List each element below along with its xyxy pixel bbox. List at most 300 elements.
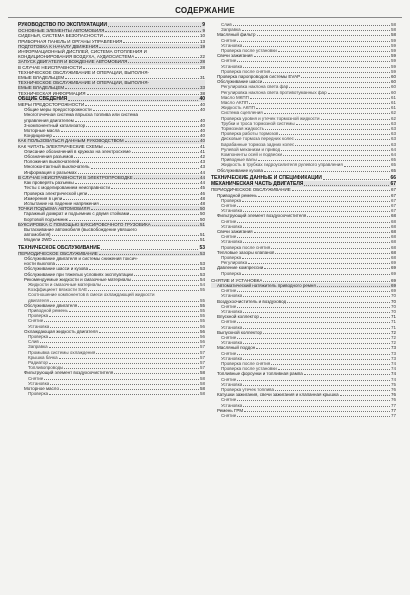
dot-leader [56, 264, 199, 265]
dot-leader [275, 390, 390, 391]
toc-entry-title: Жидкости и смазочные материалы [28, 281, 102, 287]
dot-leader [237, 222, 390, 223]
toc-page-number: 50 [199, 216, 205, 222]
toc-page-number: 73 [390, 350, 396, 356]
toc-entry-title: Автоматический натяжитель приводного ремня [217, 282, 316, 288]
toc-entry-title: МЕРЫ ПРЕДОСТОРОЖНОСТИ [18, 102, 85, 108]
dot-leader [237, 354, 390, 355]
toc-entry-title: Ремень ГРМ [217, 407, 244, 413]
toc-page-number: 57 [199, 365, 205, 371]
dot-leader [87, 94, 199, 95]
toc-entry-title: Проверка [28, 313, 49, 319]
toc-page-number: 71 [390, 324, 396, 330]
dot-leader [295, 139, 390, 140]
toc-entry-title: Гаражный домкрат и подъемник с двумя стойками [24, 211, 130, 217]
dot-leader [243, 67, 390, 68]
dot-leader [254, 56, 390, 57]
toc-entry-title: Многоконтактный выключатель [24, 164, 90, 170]
dot-leader [101, 249, 198, 250]
toc-page-number: 59 [390, 48, 396, 54]
toc-entry-title: Охлаждающая жидкость двигателя [24, 328, 98, 334]
toc-entry-title: Барабанные тормоза задних колес [221, 141, 295, 147]
toc-page-number: 40 [199, 102, 205, 108]
toc-page-number: 40 [199, 133, 205, 139]
toc-entry-title: ЕМЫЕ ВЛАДЕЛЬЦЕМ [18, 75, 65, 81]
toc-page-number: 51 [199, 237, 205, 243]
toc-entry-title: Моторное масло [24, 386, 59, 392]
dot-leader [263, 281, 390, 282]
dot-leader [83, 68, 199, 69]
dot-leader [317, 286, 390, 287]
toc-entry-title: Как проверять разъемы [24, 180, 74, 186]
toc-page-number: 55 [199, 307, 205, 313]
toc-page-number: 58 [390, 32, 396, 38]
toc-page-number: 40 [199, 122, 205, 128]
toc-entry-title: Приводной ремень [217, 192, 257, 198]
toc-entry-title: Снятие [221, 376, 237, 382]
toc-entry [211, 271, 396, 276]
dot-leader [237, 322, 390, 323]
toc-entry-title: Жидкость АКПП [221, 105, 255, 111]
toc-page-number: 76 [390, 387, 396, 393]
toc-page-number: 55 [199, 318, 205, 324]
dot-leader [301, 77, 390, 78]
toc-entry-title: Измерения в цепи [24, 195, 63, 201]
toc-entry-title: Радиатор [28, 360, 48, 365]
toc-entry-title: ТОЧКИ ПОДЪЕМА АВТОМОБИЛЯ [18, 206, 90, 212]
toc-entry-title: ОБЩИЕ СВЕДЕНИЯ [18, 95, 68, 102]
dot-leader [283, 155, 390, 156]
dot-leader [50, 384, 199, 385]
toc-page-number: 67 [390, 202, 396, 208]
dot-leader [275, 253, 390, 254]
dot-leader [69, 311, 199, 312]
dot-leader [93, 110, 199, 111]
toc-page-number: 40 [199, 128, 205, 134]
dot-leader [49, 394, 199, 395]
toc-entry-title: Обозначения разъемов [24, 154, 74, 160]
dot-leader [264, 113, 390, 114]
dot-leader [61, 131, 199, 132]
toc-page-number: 58 [390, 22, 396, 27]
toc-entry-title: КАК ПОЛЬЗОВАТЬСЯ ДАННЫМ РУКОВОДСТВОМ [18, 138, 124, 144]
dot-leader [64, 368, 199, 369]
dot-leader [237, 338, 390, 339]
toc-entry-title: Установка [221, 402, 243, 408]
toc-page-number: 10 [199, 33, 205, 39]
dot-leader [104, 147, 199, 148]
dot-leader [260, 317, 390, 318]
dot-leader [321, 119, 390, 120]
toc-entry-title: Рулевой механизм и привод [221, 146, 281, 152]
dot-leader [53, 240, 199, 241]
toc-entry-title: Снятие [221, 303, 237, 309]
toc-entry-title: КОНДИЦИОНИРОВАНИЯ ВОЗДУХА, АУДИОСИСТЕМА [18, 54, 135, 60]
toc-entry-title: 3-компонентный катализатор [24, 122, 86, 128]
toc-entry-title: Проверка работы тормозов [221, 131, 279, 137]
toc-page-number: 73 [390, 345, 396, 351]
toc-page-number: 63 [390, 131, 396, 137]
dot-leader [243, 312, 390, 313]
dot-leader [89, 269, 199, 270]
dot-leader [243, 296, 390, 297]
toc-entry-title: Обслуживание кузова [217, 167, 263, 173]
dot-leader [132, 152, 199, 153]
toc-page-number: 66 [390, 174, 396, 181]
toc-entry-title: Впускной коллектор [217, 314, 259, 320]
toc-page-number: 59 [390, 42, 396, 48]
toc-page-number: 62 [390, 115, 396, 121]
dot-leader [53, 136, 199, 137]
toc-entry-title: Проверка [221, 254, 242, 260]
toc-page-number: 42 [199, 154, 205, 160]
toc-page-number: 68 [390, 213, 396, 219]
toc-page-number: 67 [390, 208, 396, 214]
toc-page-number: 59 [390, 37, 396, 43]
toc-entry-title: Проверка [221, 270, 242, 276]
toc-entry-title: Тепловые зазоры клапанов [217, 249, 275, 255]
toc-entry-title: ТЕХНИЧЕСКОЕ ОБСЛУЖИВАНИЕ [18, 244, 101, 251]
toc-entry-title: Воздухоочиститель и воздуховод [217, 298, 287, 304]
dot-leader [108, 26, 201, 27]
toc-page-number: 67 [390, 181, 396, 188]
toc-page-number: 33 [199, 85, 205, 91]
toc-entry-title: Установка [221, 293, 243, 299]
toc-page-number: 58 [199, 386, 205, 392]
dot-leader [86, 126, 199, 127]
dot-leader [248, 263, 390, 264]
dot-leader [69, 220, 199, 221]
toc-entry-title: Снятие [28, 375, 44, 381]
dot-leader [249, 103, 390, 104]
toc-entry-title: ности выхлопа [24, 261, 56, 267]
toc-entry-title: Система сцепления [221, 110, 263, 116]
toc-page-number: 53 [199, 271, 205, 277]
toc-entry-title: СИДЕНЬЯ, СИСТЕМА БЕЗОПАСНОСТИ [18, 33, 103, 39]
toc-entry-title: Выпускной коллектор [217, 329, 263, 335]
dot-leader [85, 105, 199, 106]
toc-page-number: 44 [199, 180, 205, 186]
toc-page-number: 40 [199, 117, 205, 123]
toc-entry-title: Проверка после снятия [221, 361, 271, 366]
dot-leader [237, 400, 390, 401]
toc-entry-title: Регулировка наклона света фар [221, 84, 289, 90]
toc-entry-title: ПЕРИОДИЧЕСКОЕ ОБСЛУЖИВАНИЕ [211, 187, 291, 193]
toc-entry-title: Масляный фильтр [217, 32, 256, 38]
dot-leader [257, 35, 390, 36]
dot-leader [242, 30, 390, 31]
toc-entry-title: Масляный поддон [217, 345, 256, 351]
dot-leader [114, 373, 199, 374]
dot-leader [128, 62, 199, 63]
toc-page-number: 60 [390, 79, 396, 85]
toc-entry-title: Заправка [28, 344, 48, 350]
dot-leader [271, 364, 390, 365]
toc-page-number: 58 [199, 380, 205, 386]
toc-entry-title: В СЛУЧАЕ НЕИСПРАВНОСТИ В ЭЛЕКТРОПРОВОДКЕ [18, 174, 133, 180]
toc-entry-title: Снятие [221, 334, 237, 340]
toc-entry-title: Трубки и троса тормозной системы [221, 120, 295, 126]
toc-page-number: 58 [390, 27, 396, 33]
toc-entry-title: Проверка после установки [221, 48, 277, 54]
toc-page-number: 53 [199, 266, 205, 272]
toc-entry-title: Установка [221, 223, 243, 229]
dot-leader [289, 87, 390, 88]
toc-page-number: 76 [390, 397, 396, 403]
toc-page-number: 75 [390, 381, 396, 387]
toc-entry-title: Снятие [221, 202, 237, 208]
dot-leader [258, 196, 390, 197]
toc-page-number: 44 [199, 174, 205, 180]
toc-page-number: 57 [199, 360, 205, 365]
toc-page-number: 50 [199, 206, 205, 212]
toc-entry-title: Проверка [28, 333, 49, 339]
toc-entry-title: Информация о разъемах [24, 169, 77, 175]
toc-page-number: 73 [390, 355, 396, 361]
toc-entry-title: Установка [221, 239, 243, 245]
toc-entry-title: Давление компрессии [217, 265, 264, 271]
toc-page-number: 59 [390, 58, 396, 64]
toc-entry-title: Снятие [221, 37, 237, 43]
dot-leader [328, 93, 390, 94]
toc-page-number: 68 [390, 228, 396, 234]
toc-entry-title: Установка [221, 63, 243, 69]
toc-entry-title: Модели 2WD [24, 237, 52, 243]
dot-leader [271, 72, 390, 73]
dot-leader [91, 168, 199, 169]
toc-page-number: 53 [199, 261, 205, 267]
toc-entry-title: Установка [221, 42, 243, 48]
toc-entry-title: Проверка электрической цепи [24, 190, 88, 196]
toc-entry-title: Снятие [221, 413, 237, 419]
toc-entry-title: Установка [221, 308, 243, 314]
toc-entry-title: Дисковые тормоза передних колес [221, 136, 294, 142]
dot-leader [237, 291, 390, 292]
dot-leader [125, 141, 199, 142]
dot-leader [243, 406, 390, 407]
toc-entry-title: ЕМЫЕ ВЛАДЕЛЬЦЕМ [18, 85, 65, 91]
toc-page-number: 59 [390, 63, 396, 69]
dot-leader [44, 379, 199, 380]
dot-leader [105, 31, 201, 32]
toc-page-number: 28 [199, 59, 205, 65]
toc-entry-title: СНЯТИЕ И УСТАНОВКА [211, 277, 263, 283]
toc-page-number: 62 [390, 110, 396, 116]
toc-entry-title: Соотношение компонентов в смеси охлаждающей жидкости [28, 292, 155, 298]
toc-page-number: 74 [390, 371, 396, 377]
toc-entry-title: Снятие [221, 58, 237, 64]
toc-page-number: 77 [390, 413, 396, 419]
dot-leader [256, 348, 390, 349]
toc-entry-title: МЕХАНИЧЕСКАЯ ЧАСТЬ ДВИГАТЕЛЯ [211, 181, 304, 188]
dot-leader [152, 225, 199, 226]
toc-page-number: 55 [199, 287, 205, 293]
dot-leader [49, 337, 199, 338]
dot-leader [68, 100, 198, 101]
toc-page-number: 45 [199, 185, 205, 191]
toc-page-number: 53 [199, 244, 205, 251]
toc-page-number: 9 [202, 22, 205, 28]
toc-page-number: 64 [390, 152, 396, 158]
dot-leader [134, 275, 199, 276]
toc-page-number: 55 [199, 302, 205, 308]
toc-page-number: 77 [390, 407, 396, 413]
toc-page-number: 40 [199, 138, 205, 144]
toc-page-number: 54 [199, 276, 205, 282]
dot-leader [233, 25, 390, 26]
toc-entry-title: Топливные форсунки и топливная рампа [217, 371, 303, 377]
dot-leader [344, 166, 390, 167]
toc-page-number: 69 [390, 265, 396, 271]
toc-entry-title: ПЕРИОДИЧЕСКОЕ ОБСЛУЖИВАНИЕ [18, 250, 98, 256]
dot-leader [242, 201, 390, 202]
dot-leader [307, 216, 390, 217]
dot-leader [243, 343, 390, 344]
dot-leader [243, 46, 390, 47]
toc-entry-title: Фильтрующий элемент воздухоочистителя [217, 213, 307, 219]
dot-leader [40, 342, 199, 343]
toc-page-number: 71 [390, 319, 396, 325]
toc-page-number: 65 [390, 162, 396, 168]
toc-page-number: 59 [390, 68, 396, 74]
toc-entry-title: двигателя [28, 297, 49, 303]
dot-leader [104, 36, 199, 37]
toc-entry-title: ПРИБОРНАЯ ПАНЕЛЬ И ОРГАНЫ УПРАВЛЕНИЯ [18, 38, 123, 44]
toc-page-number: 57 [199, 354, 205, 360]
toc-page-number: 43 [199, 164, 205, 170]
contents-column-left [18, 22, 205, 590]
dot-leader [50, 301, 199, 302]
toc-entry-title: ИНФОРМАЦИОННЫЙ ДИСПЛЕЙ, СИСТЕМА ОТОПЛЕНИЯ И [18, 49, 147, 55]
toc-entry-title: Приводной ремень [28, 307, 68, 313]
toc-entry-title: Бортовой подъемник [24, 216, 68, 222]
toc-entry-title: Описание обозначений в кружках на электросхеме [24, 148, 131, 154]
toc-entry-title: Положения выключателей [24, 159, 80, 165]
dot-leader [96, 353, 199, 354]
toc-entry-title: ТЕХНИЧЕСКАЯ ИНФОРМАЦИЯ [18, 90, 86, 96]
toc-entry-title: Снятие [221, 234, 237, 240]
toc-entry-title: Проверка [221, 197, 242, 203]
toc-page-number: 70 [390, 298, 396, 304]
dot-leader [65, 88, 199, 89]
dot-leader [123, 42, 199, 43]
dot-leader [75, 183, 199, 184]
toc-page-number: 70 [390, 303, 396, 309]
dot-leader [271, 248, 390, 249]
toc-entry-title: Слив [28, 339, 39, 345]
toc-entry-title: ЗАПУСК ДВИГАТЕЛЯ И ВОЖДЕНИЕ АВТОМОБИЛЯ [18, 59, 128, 65]
dot-leader [243, 242, 390, 243]
dot-leader [281, 150, 390, 151]
toc-entry-title: Испытание на падение напряжения [24, 200, 99, 206]
toc-entry-title: ТЕХНИЧЕСКОЕ ОБСЛУЖИВАНИЕ И ОПЕРАЦИИ, ВЫПОЛНЯ- [18, 69, 149, 75]
toc-page-number: 63 [390, 120, 396, 126]
toc-page-number: 61 [390, 100, 396, 106]
toc-page-number: 68 [390, 218, 396, 224]
toc-entry-title: Установка [221, 381, 243, 387]
toc-page-number: 67 [390, 192, 396, 198]
toc-page-number: 22 [199, 54, 205, 60]
toc-page-number: 55 [199, 297, 205, 303]
dot-leader [292, 190, 390, 191]
toc-page-number: 63 [390, 126, 396, 132]
dot-leader [102, 285, 199, 286]
toc-entry-title: КАК ЧИТАТЬ ЭЛЕКТРИЧЕСКИЕ СХЕМЫ [18, 143, 103, 149]
dot-leader [50, 327, 199, 328]
dot-leader [243, 227, 390, 228]
dot-leader [78, 173, 199, 174]
toc-entry-title: автомобиля) [24, 232, 51, 238]
toc-page-number: 9 [202, 28, 205, 34]
toc-entry-title: Тормозная жидкость [221, 126, 265, 132]
toc-entry [211, 168, 396, 173]
toc-entry-title: Снятие [221, 319, 237, 325]
toc-entry-title: Проверка после снятия [221, 68, 271, 74]
toc-entry-title: Промывка системы охлаждения [28, 349, 96, 355]
toc-page-number: 58 [199, 375, 205, 381]
dot-leader [237, 380, 390, 381]
toc-page-number: 57 [199, 344, 205, 350]
dot-leader [265, 129, 390, 130]
toc-page-number: 64 [390, 146, 396, 152]
toc-entry-title: Установка [28, 323, 50, 329]
dot-leader [74, 157, 199, 158]
toc-page-number: 67 [390, 197, 396, 203]
toc-page-number: 31 [199, 75, 205, 81]
dot-leader [256, 108, 390, 109]
toc-entry-title: Вытаскивание автомобиля (высвобождение увязшего [24, 226, 137, 232]
toc-entry-title: Фильтрующий элемент воздухоочистителя [24, 370, 114, 376]
contents-title: СОДЕРЖАНИЕ [175, 6, 235, 15]
toc-entry-title: Масло МКПП [221, 94, 249, 100]
toc-page-number: 72 [390, 340, 396, 346]
toc-entry [18, 237, 205, 242]
toc-page-number: 41 [199, 143, 205, 149]
toc-page-number: 40 [199, 95, 205, 102]
toc-page-number: 72 [390, 329, 396, 335]
dot-leader [130, 214, 199, 215]
toc-page-number: 70 [390, 308, 396, 314]
toc-entry-title: ТЕХНИЧЕСКОЕ ОБСЛУЖИВАНИЕ И ОПЕРАЦИИ, ВЫПОЛНЯ- [18, 80, 149, 86]
dot-leader [78, 306, 199, 307]
toc-page-number: 28 [199, 64, 205, 70]
toc-entry-title: Компоненты осей и подвески [221, 152, 283, 158]
contents-column-right [211, 22, 396, 590]
toc-page-number: 51 [199, 232, 205, 238]
dot-leader [258, 160, 390, 161]
toc-entry-title: Свечи зажигания [217, 228, 253, 234]
dot-leader [49, 347, 199, 348]
toc-entry-title: Проверка паропроводов системы EVAP [217, 74, 301, 80]
toc-entry-title: Проверка после снятия [221, 244, 271, 250]
toc-entry-title: Катушки зажигания, свечи зажигания и клапанная крышка [217, 392, 339, 398]
dot-leader [242, 274, 390, 275]
dot-leader [237, 416, 390, 417]
toc-page-number: 68 [390, 249, 396, 255]
toc-entry-title: Проверка после установки [221, 366, 277, 372]
toc-entry-title: Моторные масла [24, 128, 60, 134]
dot-leader [52, 235, 199, 236]
toc-page-number: 58 [199, 391, 205, 397]
toc-entry-title: Установка [28, 380, 50, 386]
toc-page-number: 48 [199, 195, 205, 201]
dot-leader [134, 178, 199, 179]
toc-entry-title: Регулировка наклона света противотуманных фар [221, 89, 327, 95]
toc-page-number: 46 [199, 190, 205, 196]
dot-leader [99, 254, 199, 255]
toc-entry-title: Снятие [221, 288, 237, 294]
toc-page-number: 69 [390, 260, 396, 266]
